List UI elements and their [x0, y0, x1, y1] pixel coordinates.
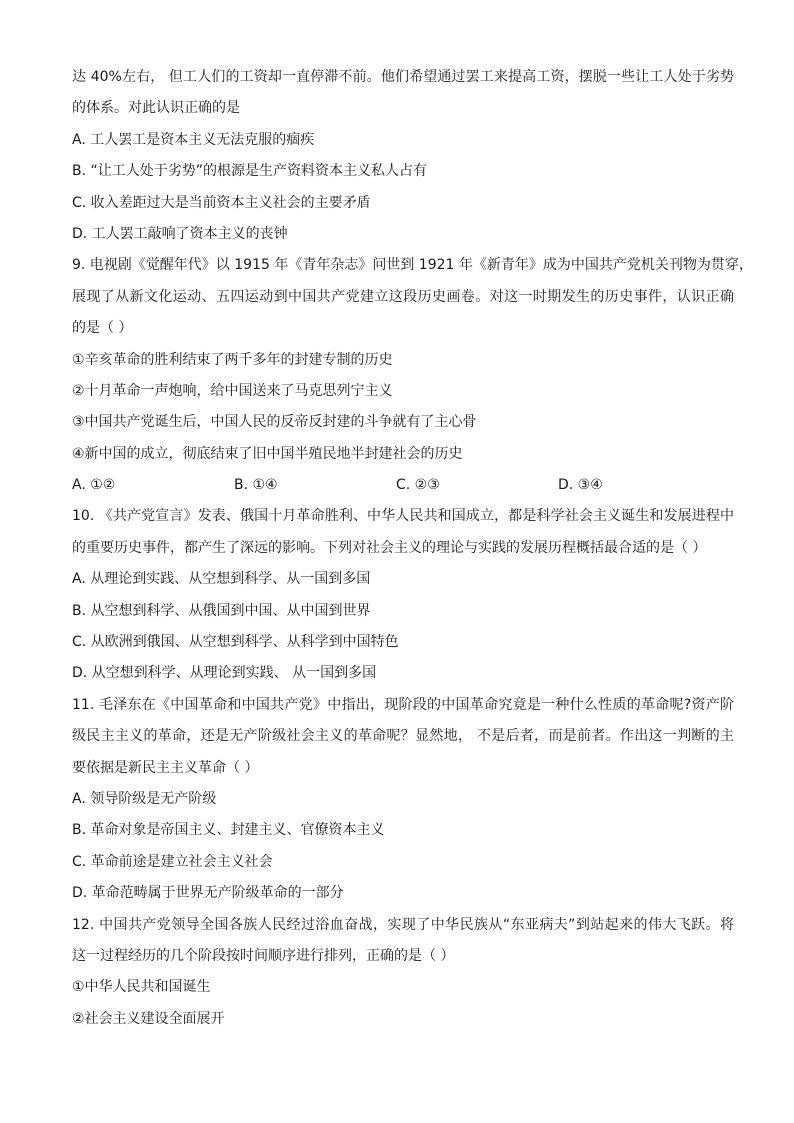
- statement-1: ①辛亥革命的胜利结束了两千多年的封建专制的历史: [72, 351, 393, 368]
- question-12-stem: 12. 中国共产党领导全国各族人民经过浴血奋战，实现了中华民族从“东亚病夫”到站起来的伟大飞跃。将: [72, 916, 734, 933]
- question-9-options: [72, 470, 734, 501]
- option-a: A. 工人罢工是资本主义无法克服的痼疾: [72, 131, 315, 148]
- text-line: 要依据是新民主主义革命（ ）: [72, 759, 259, 776]
- text-line: 达 40%左右， 但工人们的工资却一直停滞不前。他们希望通过罢工来提高工资，摆脱一些让工人处于劣势: [72, 69, 734, 85]
- statement-2: ②社会主义建设全面展开: [72, 1010, 225, 1027]
- text-line: 级民主主义的革命，还是无产阶级社会主义的革命呢？显然地， 不是后者，而是前者。作出这一判断的主: [72, 728, 734, 745]
- text-line: 的体系。对此认识正确的是: [72, 100, 240, 117]
- option-b: B. 革命对象是帝国主义、封建主义、官僚资本主义: [72, 822, 385, 839]
- question-11-stem: 11. 毛泽东在《中国革命和中国共产党》中指出，现阶段的中国革命究竟是一种什么性质的革命呢?资产阶: [72, 696, 734, 713]
- option-a: A. 领导阶级是无产阶级: [72, 790, 217, 807]
- question-10-stem: 10. 《共产党宣言》发表、俄国十月革命胜利、中华人民共和国成立，都是科学社会主义诞生和发展进程中: [72, 508, 734, 525]
- option-d: D. 革命范畴属于世界无产阶级革命的一部分: [72, 885, 344, 902]
- text-line: 这一过程经历的几个阶段按时间顺序进行排列，正确的是（ ）: [72, 947, 455, 964]
- option-b: B. ①④: [234, 477, 278, 494]
- question-9-stem: 9. 电视剧《觉醒年代》以 1915 年《青年杂志》问世到 1921 年《新青年》成为中国共产党机关刊物为贯穿，: [72, 257, 753, 274]
- option-b: B. “让工人处于劣势”的根源是生产资料资本主义私人占有: [72, 163, 428, 180]
- option-c: C. ②③: [396, 477, 440, 494]
- statement-2: ②十月革命一声炮响，给中国送来了马克思列宁主义: [72, 382, 393, 399]
- option-d: D. 从空想到科学、从理论到实践、 从一国到多国: [72, 665, 377, 682]
- document-body: [72, 62, 753, 1035]
- statement-1: ①中华人民共和国诞生: [72, 979, 211, 996]
- option-a: A. ①②: [72, 477, 116, 494]
- option-d: D. 工人罢工敲响了资本主义的丧钟: [72, 225, 288, 242]
- option-b: B. 从空想到科学、从俄国到中国、从中国到世界: [72, 602, 371, 619]
- option-c: C. 革命前途是建立社会主义社会: [72, 853, 273, 870]
- text-line: 的重要历史事件，都产生了深远的影响。下列对社会主义的理论与实践的发展历程概括最合适的是（ ）: [72, 539, 707, 556]
- text-line: 的是（ ）: [72, 320, 133, 337]
- option-d: D. ③④: [558, 477, 603, 494]
- statement-3: ③中国共产党诞生后，中国人民的反帝反封建的斗争就有了主心骨: [72, 414, 477, 431]
- option-c: C. 从欧洲到俄国、从空想到科学、从科学到中国特色: [72, 634, 399, 651]
- option-c: C. 收入差距过大是当前资本主义社会的主要矛盾: [72, 194, 371, 211]
- option-a: A. 从理论到实践、从空想到科学、从一国到多国: [72, 571, 371, 588]
- statement-4: ④新中国的成立，彻底结束了旧中国半殖民地半封建社会的历史: [72, 445, 463, 462]
- text-line: 展现了从新文化运动、五四运动到中国共产党建立这段历史画卷。对这一时期发生的历史事件，认识正确: [72, 288, 734, 305]
